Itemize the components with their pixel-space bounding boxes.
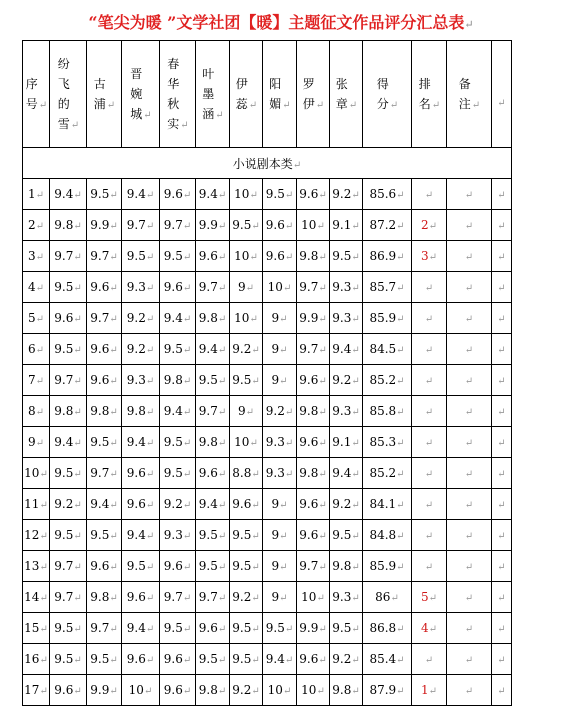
score-cell: 9.5↵ xyxy=(196,551,230,582)
extra-cell: ↵ xyxy=(492,582,512,613)
total-score: 84.5↵ xyxy=(363,334,412,365)
score-cell: 9.8↵ xyxy=(297,396,330,427)
score-cell: 9.2↵ xyxy=(230,582,263,613)
score-cell: 9.7↵ xyxy=(297,334,330,365)
remark-cell: ↵ xyxy=(447,179,492,210)
score-cell: 9.8↵ xyxy=(160,365,196,396)
row-number: 3↵ xyxy=(23,241,50,272)
rank-cell: ↵ xyxy=(412,551,447,582)
rank-cell: ↵ xyxy=(412,427,447,458)
column-header: 古浦↵ xyxy=(87,41,122,148)
score-cell: 9.4↵ xyxy=(50,179,87,210)
score-cell: 9.4↵ xyxy=(330,458,363,489)
score-cell: 9.7↵ xyxy=(87,458,122,489)
total-score: 84.8↵ xyxy=(363,520,412,551)
score-cell: 9.3↵ xyxy=(263,427,297,458)
total-score: 85.4↵ xyxy=(363,644,412,675)
score-cell: 9.5↵ xyxy=(230,210,263,241)
score-cell: 9.5↵ xyxy=(160,458,196,489)
score-cell: 9.5↵ xyxy=(230,520,263,551)
column-header: 叶墨涵↵ xyxy=(196,41,230,148)
score-cell: 9.6↵ xyxy=(263,241,297,272)
remark-cell: ↵ xyxy=(447,582,492,613)
score-cell: 9.6↵ xyxy=(297,644,330,675)
score-cell: 9.5↵ xyxy=(330,613,363,644)
total-score: 85.8↵ xyxy=(363,396,412,427)
extra-cell: ↵ xyxy=(492,179,512,210)
score-cell: 9.4↵ xyxy=(122,613,160,644)
score-cell: 9.3↵ xyxy=(160,520,196,551)
total-score: 85.9↵ xyxy=(363,551,412,582)
row-number: 17↵ xyxy=(23,675,50,706)
score-cell: 9.5↵ xyxy=(160,334,196,365)
remark-cell: ↵ xyxy=(447,334,492,365)
remark-cell: ↵ xyxy=(447,489,492,520)
table-row xyxy=(23,489,512,520)
row-number: 16↵ xyxy=(23,644,50,675)
total-score: 85.6↵ xyxy=(363,179,412,210)
extra-cell: ↵ xyxy=(492,458,512,489)
table-row xyxy=(23,241,512,272)
score-cell: 9.5↵ xyxy=(196,365,230,396)
total-score: 85.2↵ xyxy=(363,458,412,489)
score-cell: 9.6↵ xyxy=(87,272,122,303)
score-cell: 9.5↵ xyxy=(263,613,297,644)
score-cell: 9.3↵ xyxy=(330,303,363,334)
row-number: 12↵ xyxy=(23,520,50,551)
score-cell: 10↵ xyxy=(122,675,160,706)
score-cell: 10↵ xyxy=(230,241,263,272)
score-cell: 9.7↵ xyxy=(196,272,230,303)
score-cell: 9.8↵ xyxy=(196,675,230,706)
row-number: 14↵ xyxy=(23,582,50,613)
table-row xyxy=(23,520,512,551)
score-cell: 9.4↵ xyxy=(122,520,160,551)
score-cell: 9.8↵ xyxy=(330,551,363,582)
total-score: 87.9↵ xyxy=(363,675,412,706)
score-cell: 9.8↵ xyxy=(87,582,122,613)
score-cell: 9.5↵ xyxy=(87,427,122,458)
score-cell: 9.4↵ xyxy=(160,396,196,427)
rank-cell: ↵ xyxy=(412,458,447,489)
score-cell: 9.1↵ xyxy=(330,210,363,241)
score-cell: 9.8↵ xyxy=(50,210,87,241)
row-number: 13↵ xyxy=(23,551,50,582)
score-cell: 9.7↵ xyxy=(297,551,330,582)
score-cell: 9.5↵ xyxy=(230,613,263,644)
rank-cell: ↵ xyxy=(412,520,447,551)
score-cell: 9↵ xyxy=(263,582,297,613)
column-header: 晋婉城↵ xyxy=(122,41,160,148)
score-cell: 9↵ xyxy=(230,272,263,303)
score-cell: 10↵ xyxy=(230,179,263,210)
extra-cell: ↵ xyxy=(492,241,512,272)
score-cell: 9.4↵ xyxy=(122,179,160,210)
remark-cell: ↵ xyxy=(447,551,492,582)
score-cell: 9.8↵ xyxy=(196,303,230,334)
score-cell: 10↵ xyxy=(230,303,263,334)
column-header: 伊蕊↵ xyxy=(230,41,263,148)
extra-cell: ↵ xyxy=(492,613,512,644)
score-cell: 9.5↵ xyxy=(330,241,363,272)
rank-cell: ↵ xyxy=(412,365,447,396)
score-cell: 9.5↵ xyxy=(330,520,363,551)
score-cell: 9.6↵ xyxy=(297,489,330,520)
table-row xyxy=(23,334,512,365)
score-cell: 9.6↵ xyxy=(87,334,122,365)
score-cell: 9.7↵ xyxy=(50,551,87,582)
rank-cell: 5↵ xyxy=(412,582,447,613)
score-cell: 9.4↵ xyxy=(196,334,230,365)
total-score: 85.7↵ xyxy=(363,272,412,303)
column-header: 阳媚↵ xyxy=(263,41,297,148)
row-number: 10↵ xyxy=(23,458,50,489)
score-cell: 9.5↵ xyxy=(160,613,196,644)
score-cell: 9.2↵ xyxy=(263,396,297,427)
score-cell: 9.6↵ xyxy=(297,179,330,210)
score-cell: 9.6↵ xyxy=(87,365,122,396)
score-cell: 9.6↵ xyxy=(297,427,330,458)
score-cell: 9.2↵ xyxy=(50,489,87,520)
score-cell: 10↵ xyxy=(297,210,330,241)
rank-cell: ↵ xyxy=(412,644,447,675)
score-cell: 9.3↵ xyxy=(122,365,160,396)
score-cell: 9.9↵ xyxy=(297,303,330,334)
table-row xyxy=(23,272,512,303)
extra-cell: ↵ xyxy=(492,427,512,458)
score-cell: 9.6↵ xyxy=(50,675,87,706)
score-cell: 9.5↵ xyxy=(50,334,87,365)
row-number: 6↵ xyxy=(23,334,50,365)
score-cell: 9.4↵ xyxy=(196,489,230,520)
column-header: 序号↵ xyxy=(23,41,50,148)
document-title xyxy=(0,10,562,33)
score-cell: 9.4↵ xyxy=(160,303,196,334)
score-cell: 9.2↵ xyxy=(230,675,263,706)
title-text: “笔尖为暖 ”文学社团【暖】主题征文作品评分汇总表 xyxy=(88,13,465,32)
score-cell: 9.8↵ xyxy=(297,458,330,489)
remark-cell: ↵ xyxy=(447,427,492,458)
score-cell: 9↵ xyxy=(230,396,263,427)
score-cell: 9.6↵ xyxy=(230,489,263,520)
score-cell: 9.4↵ xyxy=(263,644,297,675)
extra-cell: ↵ xyxy=(492,675,512,706)
score-cell: 10↵ xyxy=(230,427,263,458)
row-number: 5↵ xyxy=(23,303,50,334)
row-number: 2↵ xyxy=(23,210,50,241)
remark-cell: ↵ xyxy=(447,644,492,675)
score-cell: 9.6↵ xyxy=(196,613,230,644)
table-row xyxy=(23,675,512,706)
section-row xyxy=(23,148,512,179)
score-cell: 9.7↵ xyxy=(50,582,87,613)
score-cell: 9.5↵ xyxy=(50,458,87,489)
table-row xyxy=(23,210,512,241)
extra-cell: ↵ xyxy=(492,365,512,396)
total-score: 86.8↵ xyxy=(363,613,412,644)
score-cell: 9.4↵ xyxy=(330,334,363,365)
score-cell: 9.6↵ xyxy=(297,365,330,396)
score-cell: 9.7↵ xyxy=(196,582,230,613)
score-cell: 9.5↵ xyxy=(230,551,263,582)
total-score: 86↵ xyxy=(363,582,412,613)
score-cell: 9.5↵ xyxy=(122,551,160,582)
total-score: 86.9↵ xyxy=(363,241,412,272)
score-cell: 9.5↵ xyxy=(196,520,230,551)
score-cell: 9.3↵ xyxy=(330,396,363,427)
score-cell: 9.2↵ xyxy=(230,334,263,365)
score-cell: 9.9↵ xyxy=(297,613,330,644)
score-cell: 10↵ xyxy=(263,675,297,706)
remark-cell: ↵ xyxy=(447,613,492,644)
score-cell: 9.5↵ xyxy=(50,272,87,303)
score-cell: 9.4↵ xyxy=(87,489,122,520)
section-label: 小说剧本类↵ xyxy=(23,148,512,179)
score-cell: 9.3↵ xyxy=(330,582,363,613)
score-cell: 9.2↵ xyxy=(122,303,160,334)
table-row xyxy=(23,427,512,458)
paragraph-mark-icon: ↵ xyxy=(464,18,474,31)
score-cell: 9.7↵ xyxy=(87,241,122,272)
score-cell: 9↵ xyxy=(263,303,297,334)
score-cell: 9.6↵ xyxy=(122,489,160,520)
score-cell: 9↵ xyxy=(263,551,297,582)
score-cell: 9.5↵ xyxy=(87,520,122,551)
table-row xyxy=(23,365,512,396)
remark-cell: ↵ xyxy=(447,520,492,551)
column-header: 备注↵ xyxy=(447,41,492,148)
total-score: 87.2↵ xyxy=(363,210,412,241)
rank-cell: ↵ xyxy=(412,396,447,427)
extra-cell: ↵ xyxy=(492,396,512,427)
score-cell: 9.5↵ xyxy=(87,179,122,210)
rank-cell: 3↵ xyxy=(412,241,447,272)
score-cell: 9.6↵ xyxy=(160,551,196,582)
row-number: 4↵ xyxy=(23,272,50,303)
score-cell: 9.5↵ xyxy=(196,644,230,675)
score-cell: 9.7↵ xyxy=(122,210,160,241)
score-cell: 9↵ xyxy=(263,520,297,551)
score-cell: 9.5↵ xyxy=(230,644,263,675)
score-cell: 9.7↵ xyxy=(160,210,196,241)
score-cell: 9.3↵ xyxy=(330,272,363,303)
rank-cell: 1↵ xyxy=(412,675,447,706)
extra-cell: ↵ xyxy=(492,644,512,675)
score-cell: 9.2↵ xyxy=(330,179,363,210)
score-cell: 9.7↵ xyxy=(50,365,87,396)
extra-cell: ↵ xyxy=(492,520,512,551)
score-cell: 9.8↵ xyxy=(50,396,87,427)
table-row xyxy=(23,551,512,582)
score-cell: 10↵ xyxy=(297,675,330,706)
rank-cell: ↵ xyxy=(412,303,447,334)
column-header: 春华秋实↵ xyxy=(160,41,196,148)
table-row xyxy=(23,644,512,675)
score-cell: 9.5↵ xyxy=(122,241,160,272)
score-cell: 9.7↵ xyxy=(50,241,87,272)
remark-cell: ↵ xyxy=(447,396,492,427)
score-cell: 9.4↵ xyxy=(122,427,160,458)
total-score: 85.2↵ xyxy=(363,365,412,396)
score-cell: 9.6↵ xyxy=(263,210,297,241)
remark-cell: ↵ xyxy=(447,210,492,241)
rank-cell: ↵ xyxy=(412,489,447,520)
score-cell: 9.9↵ xyxy=(87,675,122,706)
score-cell: 9.6↵ xyxy=(122,458,160,489)
score-cell: 9.2↵ xyxy=(330,365,363,396)
score-cell: 9.7↵ xyxy=(160,582,196,613)
column-header: 罗伊↵ xyxy=(297,41,330,148)
score-cell: 9.6↵ xyxy=(196,458,230,489)
score-cell: 9.9↵ xyxy=(196,210,230,241)
score-cell: 9.3↵ xyxy=(263,458,297,489)
table-row xyxy=(23,303,512,334)
total-score: 84.1↵ xyxy=(363,489,412,520)
score-cell: 9.5↵ xyxy=(50,644,87,675)
table-row xyxy=(23,396,512,427)
row-number: 11↵ xyxy=(23,489,50,520)
score-cell: 10↵ xyxy=(297,582,330,613)
score-cell: 9.3↵ xyxy=(122,272,160,303)
remark-cell: ↵ xyxy=(447,303,492,334)
score-cell: 9.5↵ xyxy=(160,241,196,272)
row-number: 15↵ xyxy=(23,613,50,644)
score-cell: 9.7↵ xyxy=(196,396,230,427)
score-cell: 9↵ xyxy=(263,365,297,396)
table-row xyxy=(23,179,512,210)
extra-cell: ↵ xyxy=(492,334,512,365)
score-cell: 9.7↵ xyxy=(297,272,330,303)
score-cell: 9.2↵ xyxy=(122,334,160,365)
score-cell: 9.6↵ xyxy=(160,675,196,706)
score-cell: 9.6↵ xyxy=(160,644,196,675)
score-cell: 9.5↵ xyxy=(230,365,263,396)
column-header: 排名↵ xyxy=(412,41,447,148)
rank-cell: ↵ xyxy=(412,179,447,210)
score-cell: 9.6↵ xyxy=(50,303,87,334)
remark-cell: ↵ xyxy=(447,272,492,303)
row-number: 9↵ xyxy=(23,427,50,458)
score-cell: 9.6↵ xyxy=(160,272,196,303)
score-cell: 9.2↵ xyxy=(160,489,196,520)
score-cell: 9.8↵ xyxy=(297,241,330,272)
score-cell: 9↵ xyxy=(263,489,297,520)
score-cell: 9.1↵ xyxy=(330,427,363,458)
extra-cell: ↵ xyxy=(492,210,512,241)
table-row xyxy=(23,613,512,644)
score-cell: 9.8↵ xyxy=(196,427,230,458)
score-cell: 9.5↵ xyxy=(263,179,297,210)
score-cell: 9.8↵ xyxy=(87,396,122,427)
extra-cell: ↵ xyxy=(492,272,512,303)
score-cell: 9.4↵ xyxy=(196,179,230,210)
row-number: 7↵ xyxy=(23,365,50,396)
total-score: 85.3↵ xyxy=(363,427,412,458)
score-cell: 9.6↵ xyxy=(87,551,122,582)
score-cell: 9.9↵ xyxy=(87,210,122,241)
score-cell: 9.6↵ xyxy=(297,520,330,551)
total-score: 85.9↵ xyxy=(363,303,412,334)
row-number: 8↵ xyxy=(23,396,50,427)
score-cell: 9.6↵ xyxy=(122,582,160,613)
rank-cell: 4↵ xyxy=(412,613,447,644)
score-cell: 9.5↵ xyxy=(160,427,196,458)
score-cell: 9.6↵ xyxy=(160,179,196,210)
score-cell: 9.5↵ xyxy=(50,613,87,644)
score-cell: 8.8↵ xyxy=(230,458,263,489)
column-header: 张章↵ xyxy=(330,41,363,148)
score-cell: 9.8↵ xyxy=(330,675,363,706)
score-cell: 9.2↵ xyxy=(330,489,363,520)
score-cell: 9.5↵ xyxy=(50,520,87,551)
score-cell: 9.5↵ xyxy=(87,644,122,675)
rank-cell: ↵ xyxy=(412,272,447,303)
column-header: ↵ xyxy=(492,41,512,148)
header-row xyxy=(23,41,512,148)
score-cell: 9.2↵ xyxy=(330,644,363,675)
remark-cell: ↵ xyxy=(447,365,492,396)
score-cell: 9↵ xyxy=(263,334,297,365)
extra-cell: ↵ xyxy=(492,551,512,582)
score-cell: 9.8↵ xyxy=(122,396,160,427)
score-cell: 9.7↵ xyxy=(87,303,122,334)
score-cell: 9.7↵ xyxy=(87,613,122,644)
score-cell: 9.6↵ xyxy=(122,644,160,675)
column-header: 纷飞的雪↵ xyxy=(50,41,87,148)
extra-cell: ↵ xyxy=(492,489,512,520)
remark-cell: ↵ xyxy=(447,241,492,272)
table-row xyxy=(23,458,512,489)
remark-cell: ↵ xyxy=(447,458,492,489)
score-cell: 9.4↵ xyxy=(50,427,87,458)
score-cell: 10↵ xyxy=(263,272,297,303)
row-number: 1↵ xyxy=(23,179,50,210)
score-cell: 9.6↵ xyxy=(196,241,230,272)
score-table xyxy=(22,40,512,706)
extra-cell: ↵ xyxy=(492,303,512,334)
remark-cell: ↵ xyxy=(447,675,492,706)
column-header: 得分↵ xyxy=(363,41,412,148)
rank-cell: 2↵ xyxy=(412,210,447,241)
rank-cell: ↵ xyxy=(412,334,447,365)
table-row xyxy=(23,582,512,613)
